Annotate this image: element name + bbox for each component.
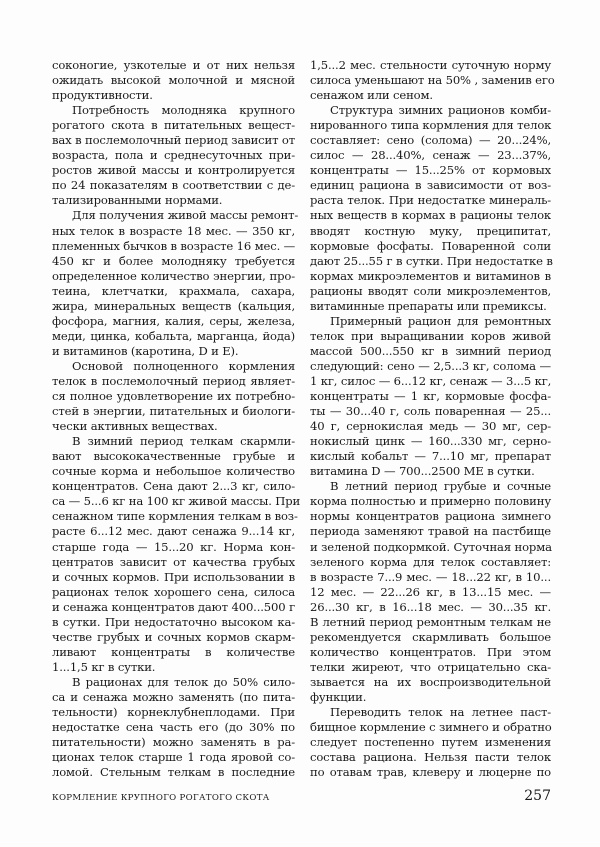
text-line: са и сенажа можно заменять (по пита- xyxy=(52,689,295,704)
text-line: телок в послемолочный период являет- xyxy=(52,373,295,388)
text-line: периода заменяют травой на пастбище xyxy=(310,524,551,539)
text-line: концентраты — 15...25% от кормовых xyxy=(310,163,551,178)
right-column xyxy=(310,58,555,780)
text-line: в возрасте 7...9 мес. — 18...22 кг, в 10... xyxy=(310,569,551,584)
text-line: функции. xyxy=(310,689,367,704)
text-line: состава рациона. Нельзя пасти телок xyxy=(310,750,551,765)
text-line: кормах микроэлементов и витаминов в xyxy=(310,268,551,283)
text-line: бищное кормление с зимнего и обратно xyxy=(310,720,552,735)
text-line: рационах телок хорошего сена, силоса xyxy=(52,584,295,599)
text-line: по 24 показателям в соответствии с де- xyxy=(52,178,295,193)
text-line: фосфора, магния, калия, серы, железа, xyxy=(52,313,295,328)
text-line: и сочных кормов. При использовании в xyxy=(52,569,295,584)
text-line: и зеленой подкормкой. Суточная норма xyxy=(310,539,552,554)
text-line: 1 кг, силос — 6...12 кг, сенаж — 3...5 кг, xyxy=(310,373,552,388)
text-line: тализированными нормами. xyxy=(52,193,223,208)
text-line: количество концентратов. При этом xyxy=(310,644,551,659)
text-line: 12 мес. — 22...26 кг, в 13...15 мес. — xyxy=(310,584,551,599)
paragraph xyxy=(310,479,551,705)
text-line: Структура зимних рационов комби- xyxy=(330,103,551,118)
paragraph xyxy=(310,705,551,780)
text-line: стей в энергии, питательных и биологи- xyxy=(52,404,295,419)
text-line: следующий: сено — 2,5...3 кг, солома — xyxy=(310,358,551,373)
text-line: центратов зависит от качества грубых xyxy=(52,554,295,569)
text-line: 40 г, сернокислая медь — 30 мг, сер- xyxy=(310,419,551,434)
text-line: корма полностью и примерно половину xyxy=(310,494,551,509)
text-line: 1...1,5 кг в сутки. xyxy=(52,659,156,674)
left-column xyxy=(52,58,301,780)
text-line: единиц рациона в зависимости от воз- xyxy=(310,178,551,193)
text-line: 1,5...2 мес. стельности суточную норму xyxy=(310,58,551,72)
text-line: по отавам трав, клеверу и люцерне по xyxy=(310,765,551,780)
running-footer: КОРМЛЕНИЕ КРУПНОГО РОГАТОГО СКОТА xyxy=(52,793,270,803)
text-line: следует постепенно путем изменения xyxy=(310,735,551,750)
text-line: сочные корма и небольшое количество xyxy=(52,464,295,479)
text-line: теина, клетчатки, крахмала, сахара, xyxy=(52,283,295,298)
text-line: кислый кобальт — 7...10 мг, препарат xyxy=(310,449,551,464)
text-line: вают высококачественные грубые и xyxy=(52,449,295,464)
paragraph xyxy=(52,208,299,358)
text-line: Переводить телок на летнее паст- xyxy=(330,705,551,720)
text-line: ты — 30...40 г, соль поваренная — 25... xyxy=(310,404,551,419)
text-line: нормы концентратов рациона зимнего xyxy=(310,509,551,524)
text-line: жира, минеральных веществ (кальция, xyxy=(52,298,295,313)
text-line: рогатого скота в питательных вещест- xyxy=(52,118,295,133)
text-line: телки жиреют, что отрицательно ска- xyxy=(310,659,551,674)
text-line: нокислый цинк — 160...330 мг, серно- xyxy=(310,434,551,449)
text-line: возраста, пола и среднесуточных при- xyxy=(52,148,295,163)
text-line: зывается на их воспроизводительной xyxy=(310,674,551,689)
text-line: соконогие, узкотелые и от них нельзя xyxy=(52,58,295,72)
paragraph xyxy=(310,58,555,103)
text-line: сенажном типе кормления телкам в воз- xyxy=(52,509,298,524)
text-line: зеленого корма для телок составляет: xyxy=(310,554,551,569)
text-line: кормовые фосфаты. Поваренной соли xyxy=(310,238,551,253)
paragraph xyxy=(52,675,295,780)
text-line: 26...30 кг, в 16...18 мес. — 30...35 кг. xyxy=(310,599,551,614)
text-line: ожидать высокой молочной и мясной xyxy=(52,73,295,88)
text-line: нированного типа кормления для телок xyxy=(310,118,552,133)
text-line: ростов живой массы и контролируется xyxy=(52,163,295,178)
text-line: вводят костную муку, преципитат, xyxy=(310,223,551,238)
text-line: Основой полноценного кормления xyxy=(72,358,295,373)
text-line: концентраты — 1 кг, кормовые фосфа- xyxy=(310,389,551,404)
paragraph xyxy=(310,103,551,314)
text-line: силос — 28...40%, сенаж — 23...37%, xyxy=(310,148,551,163)
text-line: старше года — 15...20 кг. Норма кон- xyxy=(52,539,295,554)
paragraph xyxy=(310,314,551,480)
text-line: силоса уменьшают на 50% , заменив его xyxy=(310,73,555,88)
text-line: Для получения живой массы ремонт- xyxy=(72,208,299,223)
text-line: недостатке сена часть его (до 30% по xyxy=(52,720,295,735)
text-line: меди, цинка, кобальта, марганца, йода) xyxy=(52,328,295,343)
text-line: в сутки. При недостаточно высоком ка- xyxy=(52,614,295,629)
text-line: племенных бычков в возрасте 16 мес. — xyxy=(52,238,296,253)
text-line: определенное количество энергии, про- xyxy=(52,268,295,283)
paragraph xyxy=(52,434,301,675)
text-line: и витаминов (каротина, D и E). xyxy=(52,343,239,358)
text-line: Примерный рацион для ремонтных xyxy=(330,313,551,328)
text-line: ционах телок старше 1 года яровой со- xyxy=(52,750,295,765)
text-line: рекомендуется скармливать большое xyxy=(310,629,551,644)
text-line: ных телок в возрасте 18 мес. — 350 кг, xyxy=(52,223,295,238)
page-number: 257 xyxy=(524,788,551,804)
paragraph xyxy=(52,359,295,434)
text-line: В зимний период телкам скармли- xyxy=(72,434,295,449)
text-line: раста телок. При недостатке минераль- xyxy=(310,193,551,208)
text-line: концентратов. Сена дают 2...3 кг, сило- xyxy=(52,479,295,494)
text-line: Потребность молодняка крупного xyxy=(72,103,295,118)
text-line: ломой. Стельным телкам в последние xyxy=(52,765,295,780)
paragraph xyxy=(52,103,295,208)
text-line: тельности) корнеклубнеплодами. При xyxy=(52,705,295,720)
text-line: В рационах для телок до 50% сило- xyxy=(72,674,295,689)
text-line: расте 6...12 мес. дают сенажа 9...14 кг, xyxy=(52,524,295,539)
text-line: телок при выращивании коров живой xyxy=(310,328,551,343)
text-line: и сенажа концентратов дают 400...500 г xyxy=(52,599,295,614)
text-line: честве грубых и сочных кормов скарм- xyxy=(52,629,295,644)
text-line: В летний период ремонтным телкам не xyxy=(310,614,551,629)
text-line: витамина D — 700...2500 МЕ в сутки. xyxy=(310,464,535,479)
text-line: составляет: сено (солома) — 20...24%, xyxy=(310,133,551,148)
text-line: вах в послемолочный период зависит от xyxy=(52,133,295,148)
text-line: 450 кг и более молодняку требуется xyxy=(52,253,295,268)
text-line: витаминные препараты или премиксы. xyxy=(310,298,547,313)
text-line: са — 5...6 кг на 100 кг живой массы. При xyxy=(52,494,301,509)
text-line: рационы вводят соли микроэлементов, xyxy=(310,283,551,298)
text-line: массой 500...550 кг в зимний период xyxy=(310,343,551,358)
text-line: ливают концентраты в количестве xyxy=(52,644,295,659)
text-line: чески активных веществах. xyxy=(52,419,218,434)
text-line: ных веществ в кормах в рационы телок xyxy=(310,208,551,223)
text-line: дают 25...55 г в сутки. При недостатке в xyxy=(310,253,553,268)
text-line: В летний период грубые и сочные xyxy=(330,479,551,494)
text-line: ся полное удовлетворение их потребно- xyxy=(52,389,295,404)
text-line: питательности) можно заменять в ра- xyxy=(52,735,295,750)
paragraph xyxy=(52,58,295,103)
text-line: продуктивности. xyxy=(52,88,153,103)
text-line: сенажом или сеном. xyxy=(310,88,433,103)
